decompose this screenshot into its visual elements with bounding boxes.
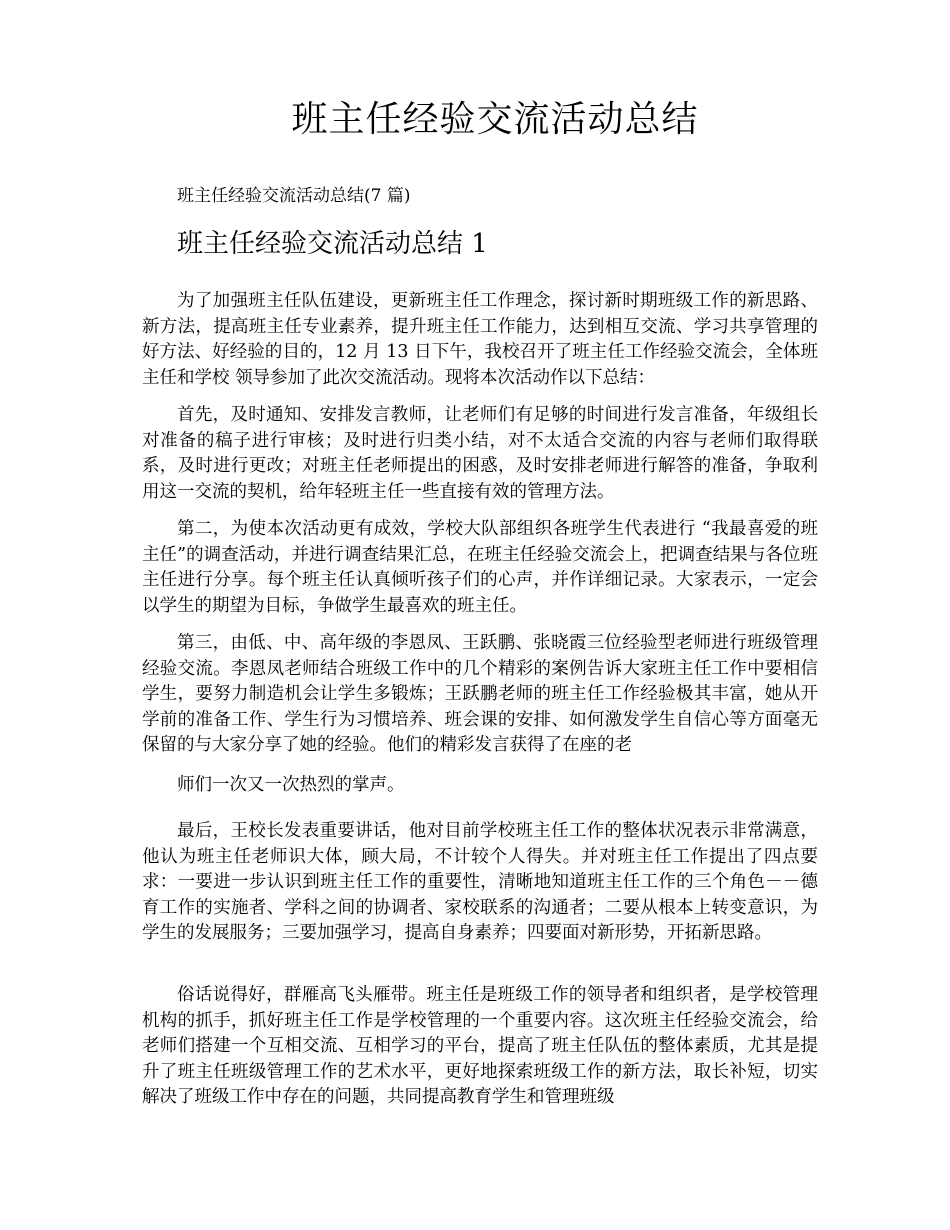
section-heading: 班主任经验交流活动总结 1 <box>177 229 488 259</box>
paragraph-6: 最后，王校长发表重要讲话，他对目前学校班主任工作的整体状况表示非常满意，他认为班主任老师识大体，顾大局，不计较个人得失。并对班主任工作提出了四点要求：一要进一步认识到班主任工作的重要性，清晰地知道班主任工作的三个角色－－德育工作的实施者、学科之间的协调者、家校联系的沟通者；二要从根本上转变意识，为学生的发展服务；三要加强学习，提高自身素养；四要面对新形势，开拓新思路。 <box>142 821 818 943</box>
paragraph-5: 师们一次又一次热烈的掌声。 <box>177 775 405 795</box>
paragraph-4: 第三，由低、中、高年级的李恩凤、王跃鹏、张晓霞三位经验型老师进行班级管理经验交流。李恩凤老师结合班级工作中的几个精彩的案例告诉大家班主任工作中要相信学生，要努力制造机会让学生多锻炼；王跃鹏老师的班主任工作经验极其丰富，她从开学前的准备工作、学生行为习惯培养、班会课的安排、如何激发学生自信心等方面毫无保留的与大家分享了她的经验。他们的精彩发言获得了在座的老 <box>142 633 818 755</box>
paragraph-3: 第二，为使本次活动更有成效，学校大队部组织各班学生代表进行 “我最喜爱的班主任”的调查活动，并进行调查结果汇总，在班主任经验交流会上，把调查结果与各位班主任进行分享。每个班主任认真倾听孩子们的心声，并作详细记录。大家表示，一定会以学生的期望为目标，争做学生最喜欢的班主任。 <box>142 519 818 616</box>
paragraph-7: 俗话说得好，群雁高飞头雁带。班主任是班级工作的领导者和组织者，是学校管理机构的抓手，抓好班主任工作是学校管理的一个重要内容。这次班主任经验交流会，给老师们搭建一个互相交流、互相学习的平台，提高了班主任队伍的整体素质，尤其是提升了班主任班级管理工作的艺术水平，更好地探索班级工作的新方法，取长补短，切实解决了班级工作中存在的问题，共同提高教育学生和管理班级 <box>142 985 818 1107</box>
paragraph-1: 为了加强班主任队伍建设，更新班主任工作理念，探讨新时期班级工作的新思路、新方法，提高班主任专业素养，提升班主任工作能力，达到相互交流、学习共享管理的好方法、好经验的目的，12 月 13 日下午，我校召开了班主任工作经验交流会，全体班主任和学校 领导参加了此次交流活动。现将本次活动作以下总结： <box>142 291 818 388</box>
paragraph-2: 首先，及时通知、安排发言教师，让老师们有足够的时间进行发言准备，年级组长对准备的稿子进行审核；及时进行归类小结，对不太适合交流的内容与老师们取得联系，及时进行更改；对班主任老师提出的困惑，及时安排老师进行解答的准备，争取利用这一交流的契机，给年轻班主任一些直接有效的管理方法。 <box>142 405 818 502</box>
document-title: 班主任经验交流活动总结 <box>291 99 699 140</box>
document-subtitle: 班主任经验交流活动总结(7 篇) <box>177 186 411 206</box>
